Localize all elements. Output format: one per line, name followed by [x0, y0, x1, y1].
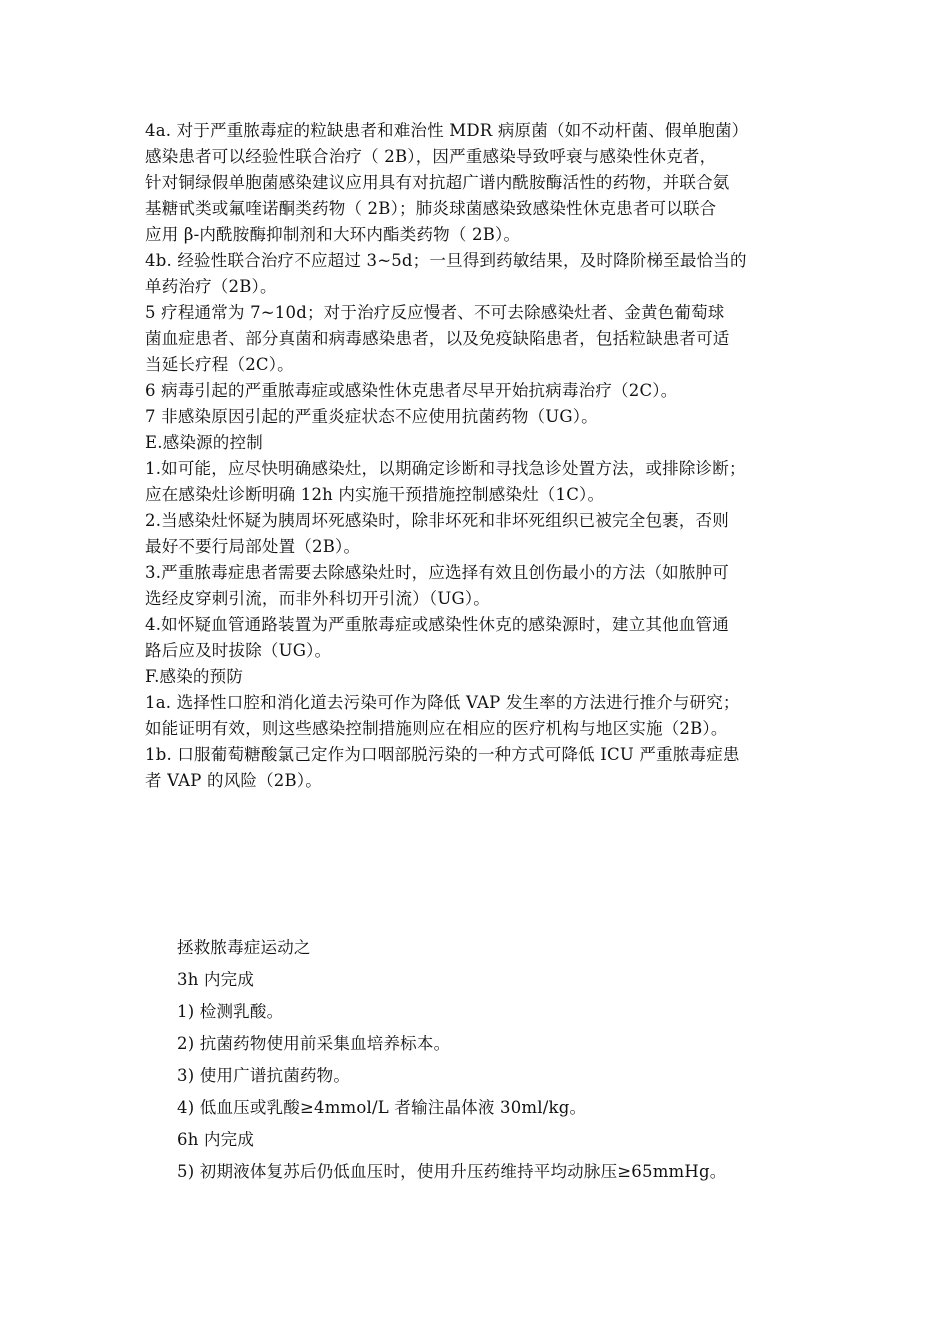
bundle-item: 4) 低血压或乳酸≥4mmol/L 者输注晶体液 30ml/kg。	[177, 1098, 587, 1117]
text-line: 者 VAP 的风险（2B）。	[145, 771, 322, 790]
text-line: 1b. 口服葡萄糖酸氯己定作为口咽部脱污染的一种方式可降低 ICU 严重脓毒症患	[145, 745, 740, 764]
text-line: 路后应及时拔除（UG）。	[145, 641, 332, 660]
text-line: 应在感染灶诊断明确 12h 内实施干预措施控制感染灶（1C）。	[145, 485, 605, 504]
sepsis-bundle-block	[177, 932, 817, 1188]
text-line: 3.严重脓毒症患者需要去除感染灶时，应选择有效且创伤最小的方法（如脓肿可	[145, 563, 729, 582]
bundle-title: 拯救脓毒症运动之	[177, 938, 311, 957]
text-line: 应用 β-内酰胺酶抑制剂和大环内酯类药物（ 2B）。	[145, 225, 521, 244]
text-line: 选经皮穿刺引流，而非外科切开引流）（UG）。	[145, 589, 490, 608]
bundle-subheading-6h: 6h 内完成	[177, 1130, 255, 1149]
text-line: 当延长疗程（2C）。	[145, 355, 294, 374]
text-line: 针对铜绿假单胞菌感染建议应用具有对抗超广谱内酰胺酶活性的药物，并联合氨	[145, 173, 730, 192]
bundle-item: 2) 抗菌药物使用前采集血培养标本。	[177, 1034, 451, 1053]
text-line: 最好不要行局部处置（2B）。	[145, 537, 361, 556]
section-heading-f: F.感染的预防	[145, 667, 244, 686]
text-line: 菌血症患者、部分真菌和病毒感染患者，以及免疫缺陷患者，包括粒缺患者可适	[145, 329, 730, 348]
bundle-item: 5) 初期液体复苏后仍低血压时，使用升压药维持平均动脉压≥65mmHg。	[177, 1162, 727, 1181]
text-line: 如能证明有效，则这些感染控制措施则应在相应的医疗机构与地区实施（2B）。	[145, 719, 728, 738]
section-heading-e: E.感染源的控制	[145, 433, 263, 452]
text-line: 感染患者可以经验性联合治疗（ 2B），因严重感染导致呼衰与感染性休克者，	[145, 147, 717, 166]
text-line: 1.如可能，应尽快明确感染灶，以期确定诊断和寻找急诊处置方法，或排除诊断；	[145, 459, 746, 478]
bundle-subheading-3h: 3h 内完成	[177, 970, 255, 989]
bundle-item: 3) 使用广谱抗菌药物。	[177, 1066, 351, 1085]
text-line: 1a. 选择性口腔和消化道去污染可作为降低 VAP 发生率的方法进行推介与研究；	[145, 693, 740, 712]
text-line: 6 病毒引起的严重脓毒症或感染性休克患者尽早开始抗病毒治疗（2C）。	[145, 381, 678, 400]
text-line: 4a. 对于严重脓毒症的粒缺患者和难治性 MDR 病原菌（如不动杆菌、假单胞菌）	[145, 121, 749, 140]
text-line: 4b. 经验性联合治疗不应超过 3~5d；一旦得到药敏结果，及时降阶梯至最恰当的	[145, 251, 747, 270]
text-line: 单药治疗（2B）。	[145, 277, 277, 296]
text-line: 2.当感染灶怀疑为胰周坏死感染时，除非坏死和非坏死组织已被完全包裹，否则	[145, 511, 729, 530]
text-line: 4.如怀疑血管通路装置为严重脓毒症或感染性休克的感染源时，建立其他血管通	[145, 615, 729, 634]
text-line: 基糖甙类或氟喹诺酮类药物（ 2B）；肺炎球菌感染致感染性休克患者可以联合	[145, 199, 717, 218]
text-line: 7 非感染原因引起的严重炎症状态不应使用抗菌药物（UG）。	[145, 407, 598, 426]
guideline-text-block	[145, 118, 810, 794]
bundle-item: 1) 检测乳酸。	[177, 1002, 284, 1021]
text-line: 5 疗程通常为 7~10d；对于治疗反应慢者、不可去除感染灶者、金黄色葡萄球	[145, 303, 725, 322]
